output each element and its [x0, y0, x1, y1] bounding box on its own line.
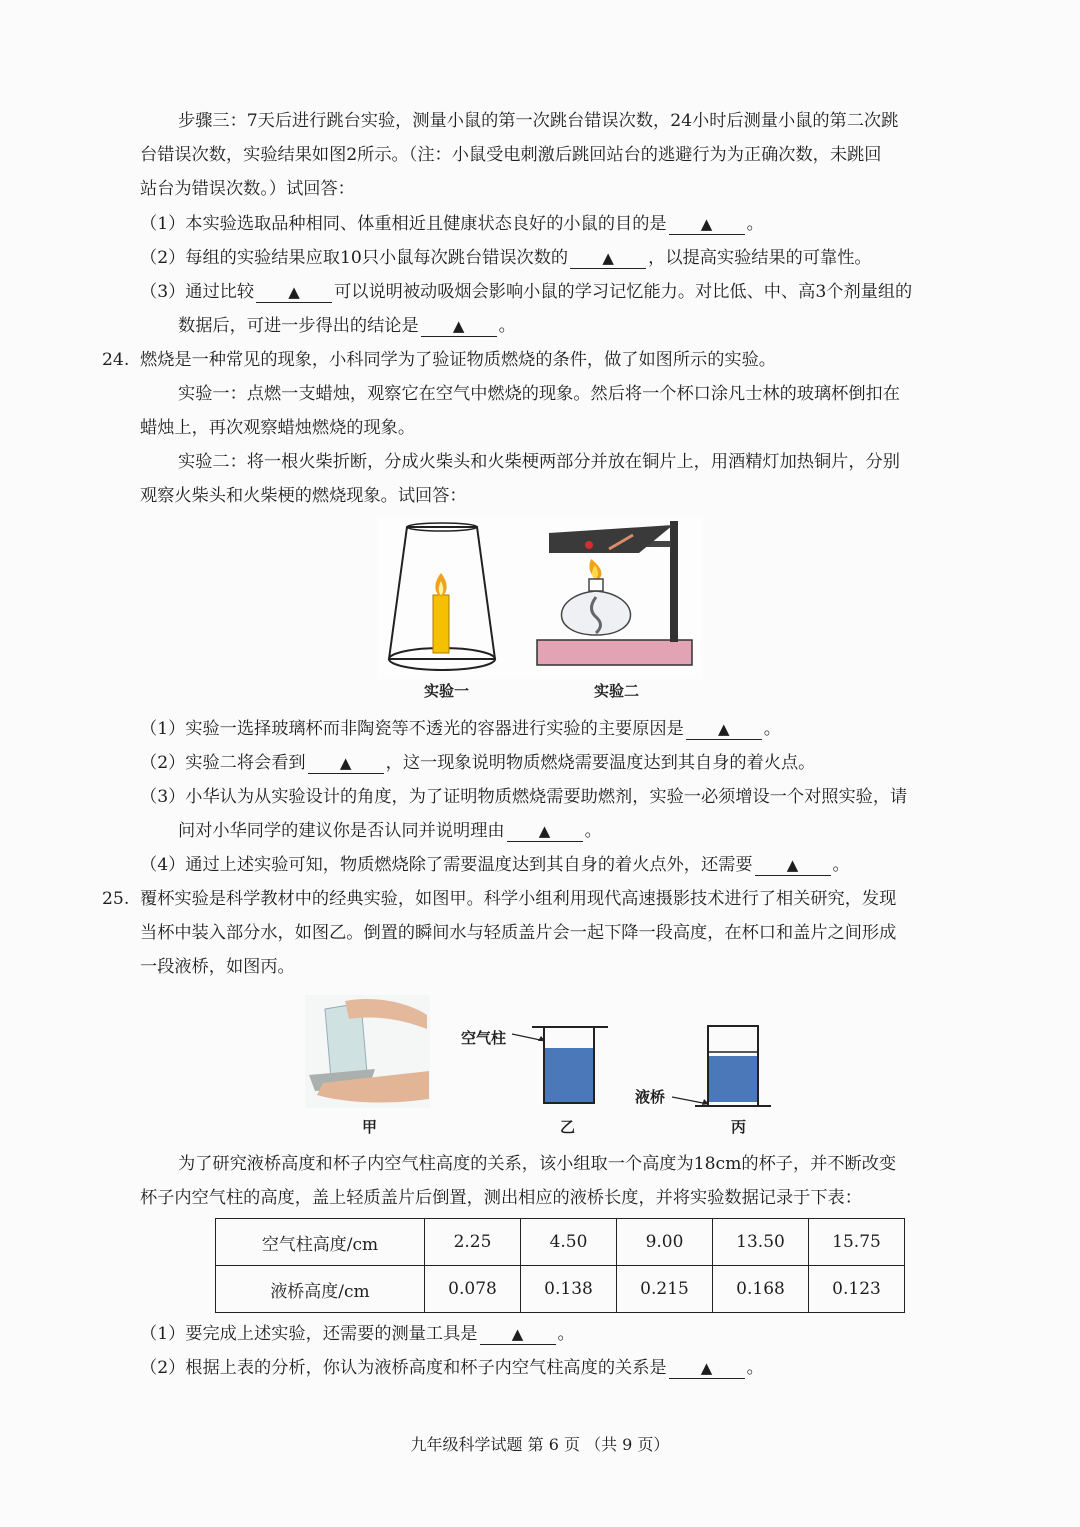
air-column-arrow	[512, 1030, 548, 1044]
answer-blank[interactable]	[421, 316, 497, 337]
q25-method-line2: 杯子内空气柱的高度，盖上轻质盖片后倒置，测出相应的液桥长度，并将实验数据记录于下表：	[140, 1188, 862, 1208]
label-air-column: 空气柱	[461, 1029, 507, 1047]
q24-exp1-line1: 实验一：点燃一支蜡烛，观察它在空气中燃烧的现象。然后将一个杯口涂凡士林的玻璃杯倒扣在	[178, 384, 900, 404]
q23-sub3-end: 。	[498, 316, 516, 336]
fig-label-exp1: 实验一	[424, 682, 470, 700]
q24-sub3-cont	[140, 814, 1018, 848]
triangle-icon: ▲	[700, 1359, 713, 1377]
answer-blank[interactable]	[686, 719, 762, 740]
table-cell: 9.00	[617, 1219, 713, 1266]
q24-intro: 燃烧是一种常见的现象，小科同学为了验证物质燃烧的条件，做了如图所示的实验。	[140, 350, 776, 370]
combustion-experiment-figure	[377, 517, 703, 679]
q23-sub1-end: 。	[746, 214, 764, 234]
hand-cup-photo	[305, 995, 430, 1108]
answer-blank[interactable]	[669, 1358, 745, 1379]
q24-number: 24.	[102, 350, 130, 370]
q25-number: 25.	[102, 889, 130, 909]
table-row	[216, 1266, 905, 1313]
q25-intro-line3: 一段液桥，如图丙。	[140, 957, 295, 977]
table-cell: 13.50	[713, 1219, 809, 1266]
answer-blank[interactable]	[308, 753, 384, 774]
q24-sub1-end: 。	[763, 719, 781, 739]
answer-blank[interactable]	[507, 821, 583, 842]
q24-sub4	[140, 848, 980, 882]
answer-blank[interactable]	[480, 1324, 556, 1345]
q25-sub1-end: 。	[557, 1324, 575, 1344]
triangle-icon: ▲	[339, 754, 352, 772]
table-cell: 0.138	[521, 1266, 617, 1313]
table-cell: 15.75	[809, 1219, 905, 1266]
table-row	[216, 1219, 905, 1266]
q23-sub3	[140, 275, 980, 309]
q25-sub1-text: （1）要完成上述实验，还需要的测量工具是	[140, 1324, 478, 1344]
table-header-bridge: 液桥高度/cm	[216, 1266, 425, 1313]
q24-exp2-line1: 实验二：将一根火柴折断，分成火柴头和火柴梗两部分并放在铜片上，用酒精灯加热铜片，分别	[178, 452, 900, 472]
q24-sub3-end: 。	[584, 821, 602, 841]
q23-sub3-text: （3）通过比较	[140, 282, 255, 302]
q25-sub2	[140, 1351, 980, 1385]
triangle-icon: ▲	[700, 215, 713, 233]
q25-sub2-text: （2）根据上表的分析，你认为液桥高度和杯子内空气柱高度的关系是	[140, 1358, 667, 1378]
liquid-bridge-arrow	[672, 1094, 712, 1108]
fig-label-exp2: 实验二	[594, 682, 640, 700]
q23-step3-line1: 步骤三：7天后进行跳台实验，测量小鼠的第一次跳台错误次数，24小时后测量小鼠的第二次跳	[178, 111, 899, 131]
answer-blank[interactable]	[755, 855, 831, 876]
q24-sub2-text: （2）实验二将会看到	[140, 753, 306, 773]
fig-label-bing: 丙	[731, 1118, 747, 1136]
pink-base	[537, 640, 692, 665]
q24-sub4-text: （4）通过上述实验可知，物质燃烧除了需要温度达到其自身的着火点外，还需要	[140, 855, 753, 875]
fig-label-jia: 甲	[362, 1118, 378, 1136]
q23-sub3-text2: 可以说明被动吸烟会影响小鼠的学习记忆能力。对比低、中、高3个剂量组的	[334, 282, 913, 302]
q25-intro-line1: 覆杯实验是科学教材中的经典实验，如图甲。科学小组利用现代高速摄影技术进行了相关研究，发现	[140, 889, 897, 909]
table-header-air: 空气柱高度/cm	[216, 1219, 425, 1266]
q23-sub1-text: （1）本实验选取品种相同、体重相近且健康状态良好的小鼠的目的是	[140, 214, 667, 234]
answer-blank[interactable]	[570, 248, 646, 269]
triangle-icon: ▲	[288, 283, 300, 301]
q24-sub3-text2: 问对小华同学的建议你是否认同并说明理由	[178, 821, 505, 841]
triangle-icon: ▲	[602, 249, 614, 267]
q23-sub3-text3: 数据后，可进一步得出的结论是	[178, 316, 419, 336]
answer-blank[interactable]	[256, 282, 332, 303]
q23-sub3-cont	[140, 309, 1018, 343]
q23-sub2	[140, 241, 980, 275]
page-footer: 九年级科学试题 第 6 页 （共 9 页）	[410, 1435, 670, 1454]
triangle-icon: ▲	[511, 1325, 524, 1343]
label-liquid-bridge: 液桥	[635, 1088, 666, 1106]
triangle-icon: ▲	[786, 856, 799, 874]
data-table	[215, 1218, 905, 1313]
q25-intro-line2: 当杯中装入部分水，如图乙。倒置的瞬间水与轻质盖片会一起下降一段高度，在杯口和盖片之间形成	[140, 923, 897, 943]
q23-sub2-text: （2）每组的实验结果应取10只小鼠每次跳台错误次数的	[140, 248, 569, 268]
q25-sub1	[140, 1317, 980, 1351]
q24-sub3: （3）小华认为从实验设计的角度，为了证明物质燃烧需要助燃剂，实验一必须增设一个对照实验，请	[140, 787, 908, 807]
q23-sub2-end: ，以提高实验结果的可靠性。	[648, 248, 872, 268]
fig-label-yi: 乙	[560, 1118, 576, 1136]
q24-sub2	[140, 746, 980, 780]
answer-blank[interactable]	[669, 214, 745, 235]
table-cell: 4.50	[521, 1219, 617, 1266]
triangle-icon: ▲	[452, 317, 465, 335]
q24-sub1-text: （1）实验一选择玻璃杯而非陶瓷等不透光的容器进行实验的主要原因是	[140, 719, 684, 739]
q23-step3-line3: 站台为错误次数。）试回答：	[140, 179, 355, 199]
q24-exp1-line2: 蜡烛上，再次观察蜡烛燃烧的现象。	[140, 418, 416, 438]
table-cell: 0.215	[617, 1266, 713, 1313]
q24-sub2-end: ，这一现象说明物质燃烧需要温度达到其自身的着火点。	[385, 753, 816, 773]
q25-method-line1: 为了研究液桥高度和杯子内空气柱高度的关系，该小组取一个高度为18cm的杯子，并不断改变	[178, 1154, 897, 1174]
q23-sub1	[140, 207, 980, 241]
triangle-icon: ▲	[538, 822, 551, 840]
table-cell: 0.168	[713, 1266, 809, 1313]
q24-sub4-end: 。	[832, 855, 850, 875]
q25-sub2-end: 。	[746, 1358, 764, 1378]
table-cell: 0.123	[809, 1266, 905, 1313]
q23-step3-line2: 台错误次数，实验结果如图2所示。（注：小鼠受电刺激后跳回站台的逃避行为为正确次数，未跳回	[140, 145, 882, 165]
table-cell: 2.25	[425, 1219, 521, 1266]
triangle-icon: ▲	[717, 720, 730, 738]
table-cell: 0.078	[425, 1266, 521, 1313]
q24-exp2-line2: 观察火柴头和火柴梗的燃烧现象。试回答：	[140, 486, 467, 506]
q24-sub1	[140, 712, 980, 746]
